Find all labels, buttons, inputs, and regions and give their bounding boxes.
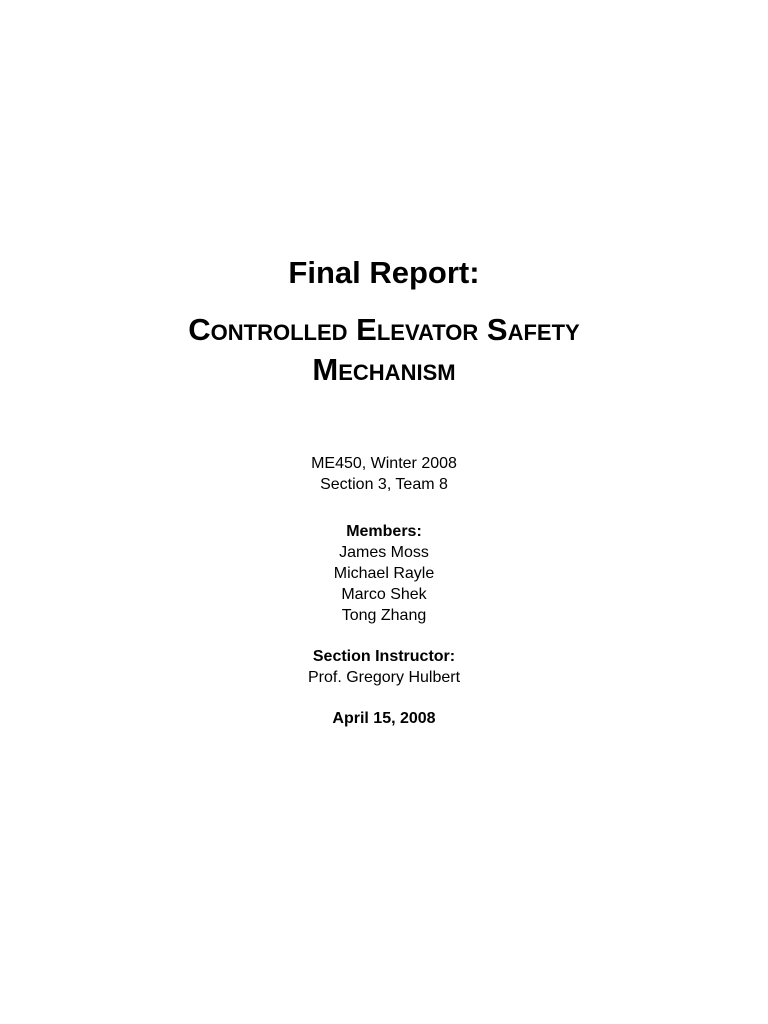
instructor-heading: Section Instructor: [312, 648, 456, 665]
report-subtitle-line-2: Mechanism [312, 352, 456, 387]
course-info [0, 453, 768, 495]
report-subtitle-line-1: Controlled Elevator Safety [188, 312, 580, 347]
member-name: Tong Zhang [341, 607, 427, 624]
report-title: Final Report: [288, 255, 480, 290]
members-heading: Members: [346, 523, 422, 540]
report-date-block [0, 708, 768, 729]
course-name: ME450, Winter 2008 [311, 455, 457, 472]
instructor-block [0, 646, 768, 688]
instructor-name: Prof. Gregory Hulbert [307, 669, 461, 686]
report-subtitle [0, 310, 768, 390]
report-date: April 15, 2008 [332, 710, 436, 727]
member-name: Marco Shek [341, 586, 427, 603]
member-name: James Moss [339, 544, 429, 561]
members-block [0, 521, 768, 626]
member-name: Michael Rayle [333, 565, 435, 582]
section-team: Section 3, Team 8 [320, 476, 448, 493]
